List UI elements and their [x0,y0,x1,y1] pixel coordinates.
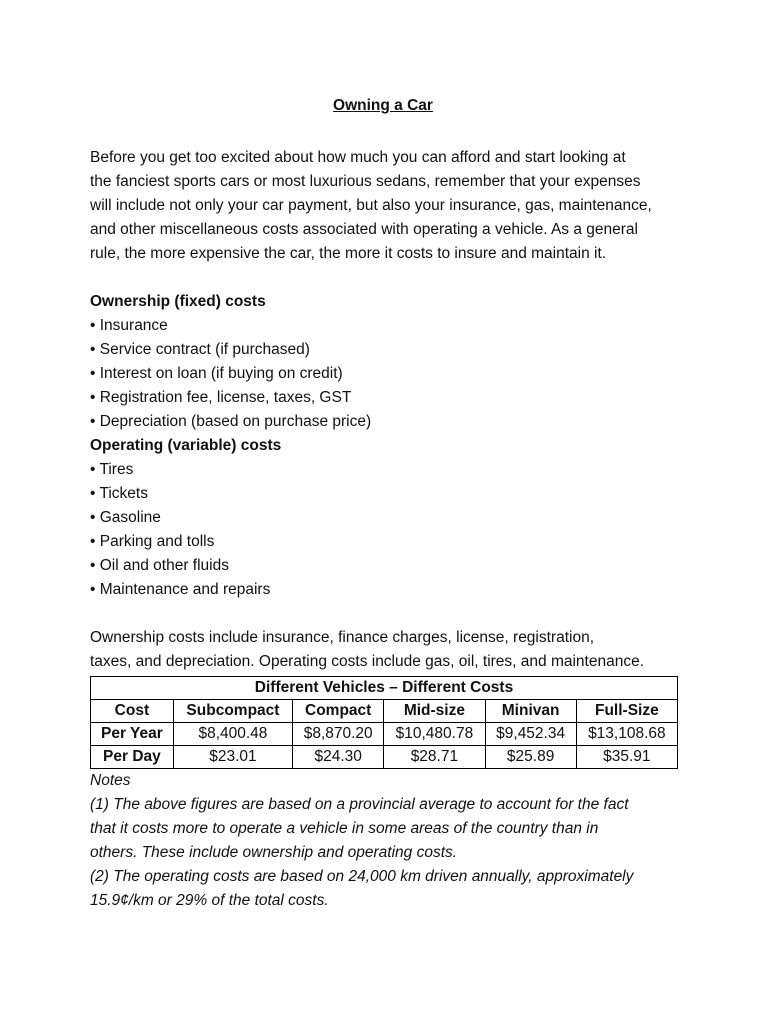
note-line: 15.9¢/km or 29% of the total costs. [90,892,329,909]
ownership-costs-list [90,314,690,434]
table-caption-row [91,677,678,700]
list-item: • Oil and other fluids [90,557,229,574]
table-cell: $25.89 [485,746,576,769]
column-header: Cost [91,700,174,723]
operating-costs-heading: Operating (variable) costs [90,437,282,454]
column-header: Subcompact [173,700,292,723]
page-title: Owning a Car [333,97,433,114]
list-item: • Parking and tolls [90,533,215,550]
table-header-row [91,700,678,723]
list-item: • Gasoline [90,509,161,526]
table-cell: $24.30 [293,746,384,769]
summary-paragraph [90,626,690,674]
table-cell: $35.91 [576,746,677,769]
list-item: • Insurance [90,317,168,334]
column-header: Mid-size [384,700,485,723]
note-line: that it costs more to operate a vehicle in some areas of the country than in [90,820,599,837]
summary-line: Ownership costs include insurance, finance charges, license, registration, [90,629,595,646]
table-cell: $8,400.48 [173,723,292,746]
column-header: Minivan [485,700,576,723]
table-cell: $10,480.78 [384,723,485,746]
list-item: • Maintenance and repairs [90,581,271,598]
list-item: • Tires [90,461,134,478]
row-label: Per Day [91,746,174,769]
ownership-costs-heading: Ownership (fixed) costs [90,293,266,310]
list-item: • Interest on loan (if buying on credit) [90,365,343,382]
table-cell: $8,870.20 [293,723,384,746]
table-cell: $28.71 [384,746,485,769]
list-item: • Registration fee, license, taxes, GST [90,389,352,406]
notes-heading: Notes [90,772,131,789]
table-cell: $9,452.34 [485,723,576,746]
vehicle-costs-table [90,676,678,769]
summary-line: taxes, and depreciation. Operating costs include gas, oil, tires, and maintenance. [90,653,645,670]
document-page [90,94,690,913]
intro-line: Before you get too excited about how much you can afford and start looking at [90,149,626,166]
table-cell: $13,108.68 [576,723,677,746]
operating-costs-list [90,458,690,602]
column-header: Compact [293,700,384,723]
table-cell: $23.01 [173,746,292,769]
notes-section [90,769,690,913]
intro-line: the fanciest sports cars or most luxurious sedans, remember that your expenses [90,173,641,190]
intro-line: will include not only your car payment, but also your insurance, gas, maintenance, [90,197,652,214]
table-caption: Different Vehicles – Different Costs [91,677,678,700]
row-label: Per Year [91,723,174,746]
note-line: (2) The operating costs are based on 24,000 km driven annually, approximately [90,868,634,885]
list-item: • Depreciation (based on purchase price) [90,413,372,430]
table-row [91,723,678,746]
intro-line: and other miscellaneous costs associated with operating a vehicle. As a general [90,221,638,238]
list-item: • Service contract (if purchased) [90,341,310,358]
column-header: Full-Size [576,700,677,723]
table-row [91,746,678,769]
note-line: (1) The above figures are based on a provincial average to account for the fact [90,796,629,813]
intro-paragraph [90,146,690,266]
note-line: others. These include ownership and operating costs. [90,844,458,861]
intro-line: rule, the more expensive the car, the more it costs to insure and maintain it. [90,245,607,262]
list-item: • Tickets [90,485,148,502]
